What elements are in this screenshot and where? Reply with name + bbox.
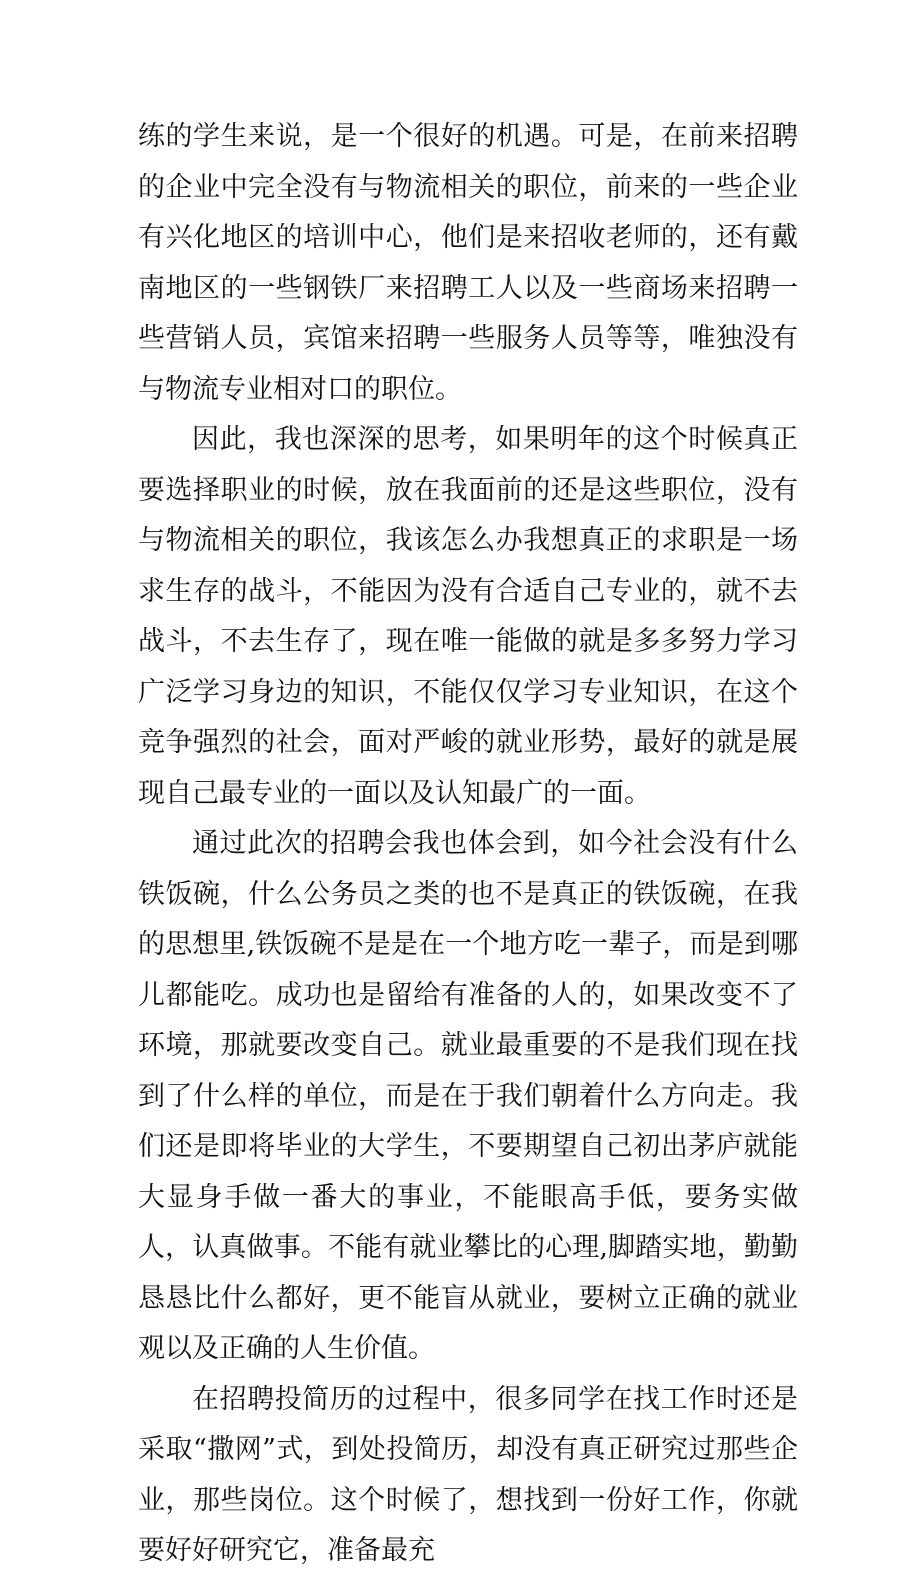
paragraph-continued: 练的学生来说，是一个很好的机遇。可是，在前来招聘的企业中完全没有与物流相关的职位，前来的一些企业有兴化地区的培训中心，他们是来招收老师的，还有戴南地区的一些钢铁厂来招聘工人以及一些商场来招聘一些营销人员，宾馆来招聘一些服务人员等等，唯独没有与物流专业相对口的职位。: [138, 121, 798, 405]
document-body: [138, 112, 798, 1577]
paragraph: 通过此次的招聘会我也体会到，如今社会没有什么铁饭碗，什么公务员之类的也不是真正的铁饭碗，在我的思想里,铁饭碗不是是在一个地方吃一辈子，而是到哪儿都能吃。成功也是留给有准备的人的，如果改变不了环境，那就要改变自己。就业最重要的不是我们现在找到了什么样的单位，而是在于我们朝着什么方向走。我们还是即将毕业的大学生，不要期望自己初出茅庐就能大显身手做一番大的事业，不能眼高手低，要务实做人，认真做事。不能有就业攀比的心理,脚踏实地，勤勤恳恳比什么都好，更不能盲从就业，要树立正确的就业观以及正确的人生价值。: [138, 828, 798, 1364]
paragraph: 因此，我也深深的思考，如果明年的这个时候真正要选择职业的时候，放在我面前的还是这些职位，没有与物流相关的职位，我该怎么办我想真正的求职是一场求生存的战斗，不能因为没有合适自己专业的，就不去战斗，不去生存了，现在唯一能做的就是多多努力学习广泛学习身边的知识，不能仅仅学习专业知识，在这个竞争强烈的社会，面对严峻的就业形势，最好的就是展现自己最专业的一面以及认知最广的一面。: [138, 424, 798, 809]
paragraph: 在招聘投简历的过程中，很多同学在找工作时还是采取“撒网”式，到处投简历，却没有真正研究过那些企业，那些岗位。这个时候了，想找到一份好工作，你就要好好研究它，准备最充: [138, 1383, 798, 1566]
